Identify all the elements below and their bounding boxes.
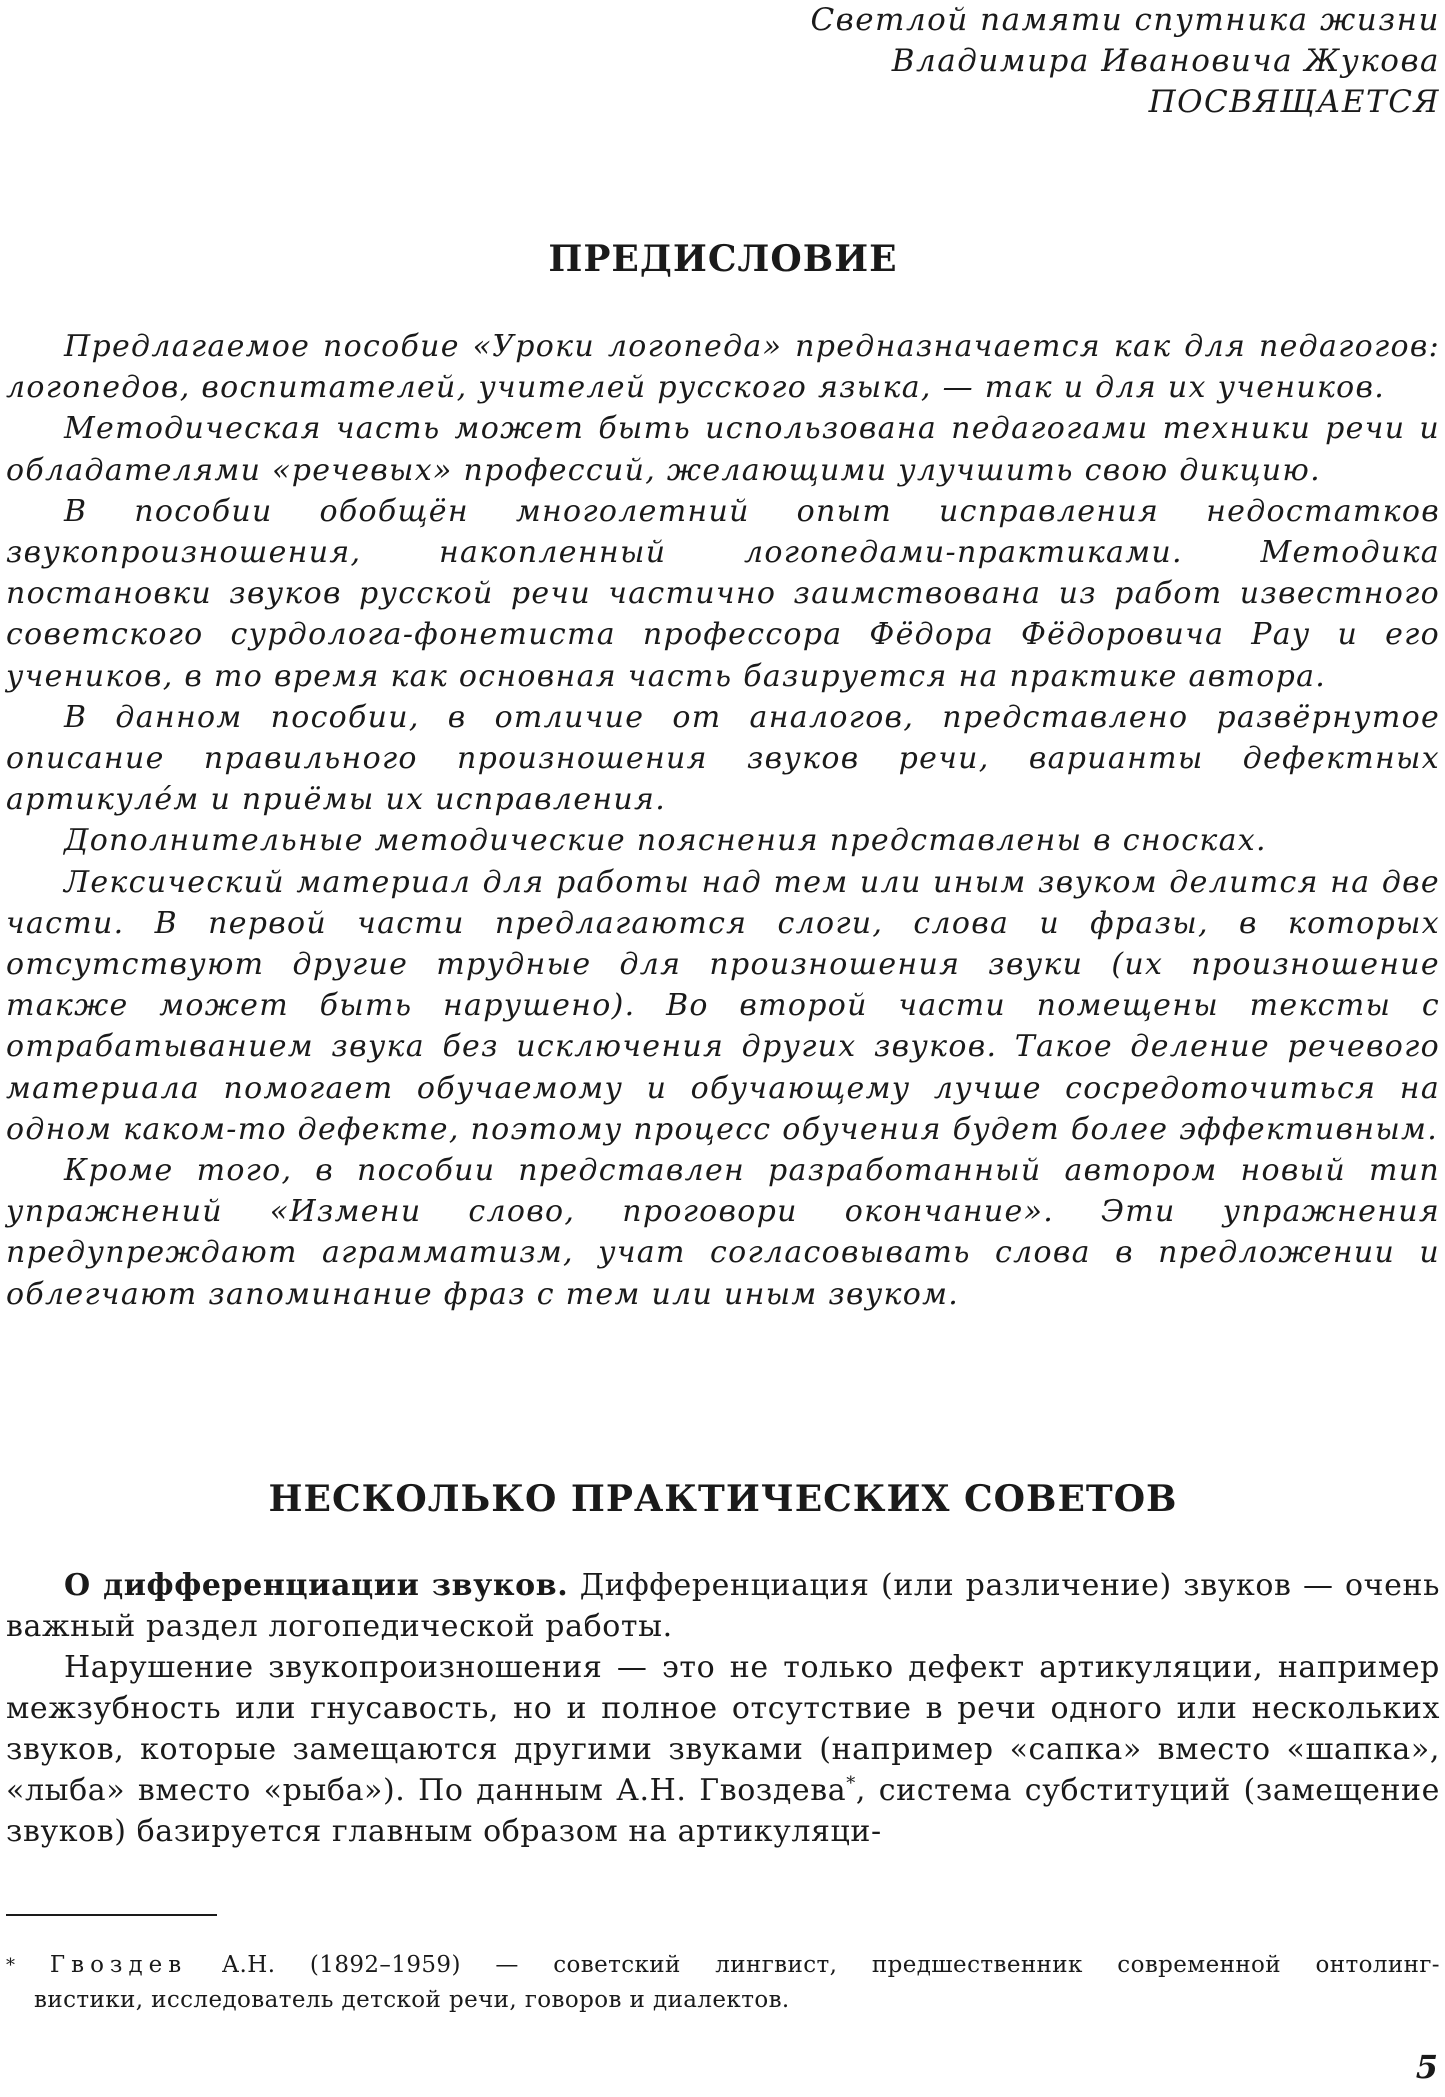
- paragraph-text: , система субституций (замещение звуков) базируется главным образом на артикуляци-: [6, 1773, 1440, 1849]
- dedication-line: Светлой памяти спутника жизни: [810, 2, 1440, 38]
- footnote-divider: [6, 1914, 217, 1916]
- paragraph: В данном пособии, в отличие от аналогов, представлено развёрнутое описание правильного произношения звуков речи, варианты дефектных артикулéм и приёмы их исправления.: [6, 699, 1440, 818]
- book-page: [6, 0, 1440, 2097]
- paragraph: Предлагаемое пособие «Уроки логопеда» предназначается как для педагогов: логопедов, воспитателей, учителей русского языка, — так и для их учеников.: [6, 329, 1440, 406]
- paragraph-lead: О дифференциации звуков.: [64, 1568, 569, 1603]
- paragraph: [6, 1647, 1440, 1852]
- paragraph: В пособии обобщён многолетний опыт исправления недостатков звукопроизношения, накопленный логопедами-практиками. Методика постановки звуков русской речи частично заимствована из работ известного советского сурдолога-фонетиста профессора Фёдора Фёдоровича Рау и его учеников, в то время как основная часть базируется на практике автора.: [6, 493, 1440, 694]
- footnote-text: (1892–1959) — советский лингвист, предшественник современной онтолинг-: [309, 1952, 1440, 1978]
- footnote-mark: *: [6, 1955, 16, 1976]
- tips-body: [6, 1565, 1440, 1852]
- paragraph: Кроме того, в пособии представлен разработанный автором новый тип упражнений «Измени слово, проговори окончание». Эти упражнения предупреждают аграмматизм, учат согласовывать слова в предложении и облегчают запоминание фраз с тем или иным звуком.: [6, 1153, 1440, 1312]
- paragraph: Дополнительные методические пояснения представлены в сносках.: [64, 823, 1267, 859]
- footnote-author: Гвоздев: [49, 1952, 188, 1978]
- paragraph: Методическая часть может быть использована педагогами техники речи и обладателями «речевых» профессий, желающими улучшить свою дикцию.: [6, 411, 1440, 488]
- dedication-line: Владимира Ивановича Жукова: [891, 43, 1440, 79]
- tips-heading: НЕСКОЛЬКО ПРАКТИЧЕСКИХ СОВЕТОВ: [268, 1478, 1178, 1520]
- dedication: [810, 0, 1440, 123]
- dedication-line: ПОСВЯЩАЕТСЯ: [1148, 84, 1440, 120]
- paragraph-text: Дифференциация (или различение) звуков — очень важный раздел логопедической работы.: [6, 1568, 1440, 1644]
- paragraph: [6, 1565, 1440, 1647]
- footnote-line: вистики, исследователь детской речи, говоров и диалектов.: [34, 1987, 790, 2013]
- paragraph: Лексический материал для работы над тем или иным звуком делится на две части. В первой части предлагаются слоги, слова и фразы, в которых отсутствуют другие трудные для произношения звуки (их произношение также может быть нарушено). Во второй части помещены тексты с отрабатыванием звука без исключения других звуков. Такое деление речевого материала помогает обучаемому и обучающему лучше сосредоточиться на одном каком-то дефекте, поэтому процесс обучения будет более эффективным.: [6, 864, 1440, 1147]
- footnote-line: [6, 1948, 1440, 1983]
- footnote-initials: А.Н.: [221, 1952, 276, 1978]
- page-number: 5: [1415, 2048, 1438, 2086]
- footnote-reference[interactable]: *: [846, 1773, 856, 1794]
- preface-heading: ПРЕДИСЛОВИЕ: [548, 238, 898, 280]
- preface-body: [6, 326, 1440, 1315]
- footnote: [6, 1948, 1440, 2018]
- paragraph-text: Нарушение звукопроизношения — это не только дефект артикуляции, например межзубность или гнусавость, но и полное отсутствие в речи одного или нескольких звуков, которые замещаются другими звуками (например «сапка» вместо «шапка», «лыба» вместо «рыба»). По данным А.Н. Гвоздева: [6, 1650, 1440, 1808]
